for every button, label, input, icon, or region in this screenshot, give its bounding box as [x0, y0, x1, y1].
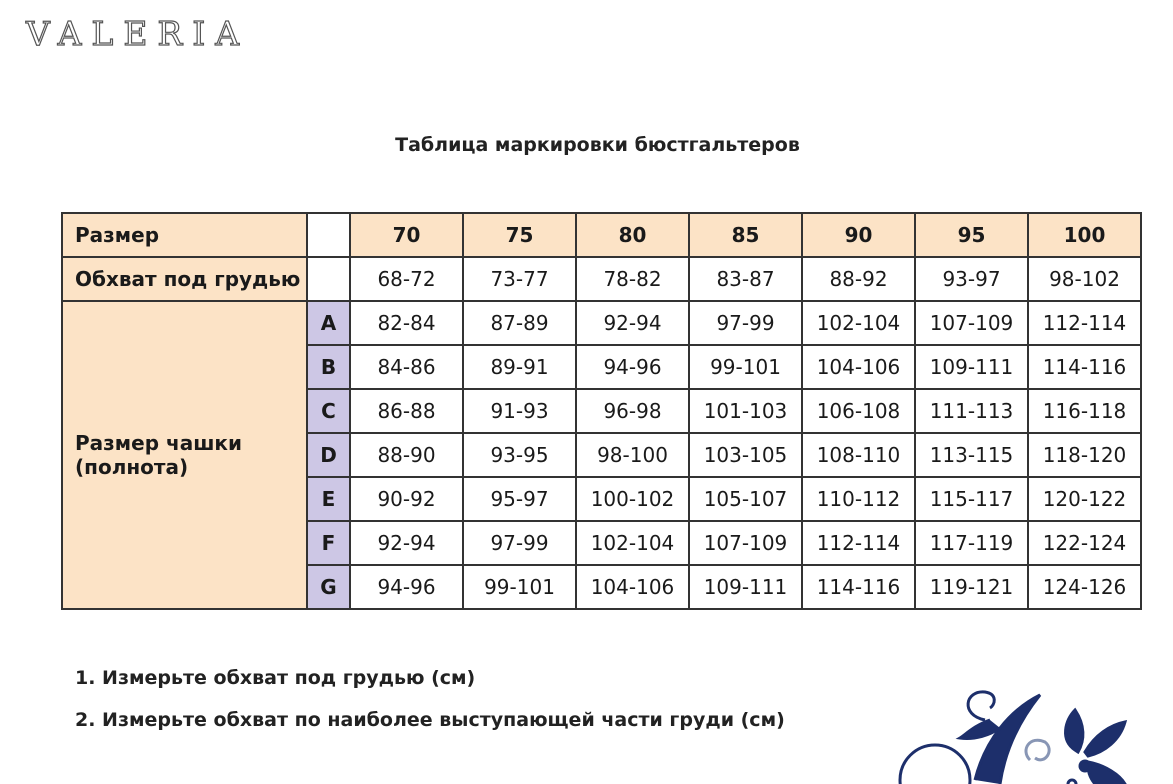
bust-range-cell: 112-114	[1028, 301, 1141, 345]
size-header-cell: 80	[576, 213, 689, 257]
bust-range-cell: 116-118	[1028, 389, 1141, 433]
bust-range-cell: 105-107	[689, 477, 802, 521]
bust-range-cell: 107-109	[915, 301, 1028, 345]
size-header-cell: 90	[802, 213, 915, 257]
bust-range-cell: 99-101	[689, 345, 802, 389]
bust-range-cell: 124-126	[1028, 565, 1141, 609]
bust-range-cell: 107-109	[689, 521, 802, 565]
bust-range-cell: 97-99	[689, 301, 802, 345]
size-header-cell: 95	[915, 213, 1028, 257]
cup-letter: F	[307, 521, 350, 565]
cup-letter: A	[307, 301, 350, 345]
bust-range-cell: 109-111	[689, 565, 802, 609]
size-header-cell: 75	[463, 213, 576, 257]
instruction-1: 1. Измерьте обхват под грудью (см)	[75, 667, 476, 689]
bust-range-cell: 94-96	[576, 345, 689, 389]
table-row-size	[62, 213, 1141, 257]
bust-range-cell: 92-94	[350, 521, 463, 565]
bust-range-cell: 89-91	[463, 345, 576, 389]
blank-cell	[307, 257, 350, 301]
bust-range-cell: 122-124	[1028, 521, 1141, 565]
instruction-2: 2. Измерьте обхват по наиболее выступающей части груди (см)	[75, 709, 785, 731]
size-header-cell: 70	[350, 213, 463, 257]
bust-range-cell: 94-96	[350, 565, 463, 609]
bust-range-cell: 118-120	[1028, 433, 1141, 477]
cup-letter: B	[307, 345, 350, 389]
bust-range-cell: 86-88	[350, 389, 463, 433]
bust-range-cell: 88-90	[350, 433, 463, 477]
bust-range-cell: 115-117	[915, 477, 1028, 521]
bust-range-cell: 114-116	[802, 565, 915, 609]
bust-range-cell: 104-106	[802, 345, 915, 389]
bust-range-cell: 87-89	[463, 301, 576, 345]
bust-range-cell: 102-104	[802, 301, 915, 345]
bust-range-cell: 109-111	[915, 345, 1028, 389]
bust-range-cell: 113-115	[915, 433, 1028, 477]
bust-range-cell: 110-112	[802, 477, 915, 521]
underbust-cell: 73-77	[463, 257, 576, 301]
size-label: Размер	[62, 213, 307, 257]
bust-range-cell: 100-102	[576, 477, 689, 521]
table-row-cup	[62, 301, 1141, 345]
bust-range-cell: 93-95	[463, 433, 576, 477]
underbust-cell: 98-102	[1028, 257, 1141, 301]
bust-range-cell: 108-110	[802, 433, 915, 477]
cup-letter: D	[307, 433, 350, 477]
bust-range-cell: 95-97	[463, 477, 576, 521]
underbust-cell: 68-72	[350, 257, 463, 301]
bust-range-cell: 82-84	[350, 301, 463, 345]
bust-range-cell: 92-94	[576, 301, 689, 345]
size-table	[61, 212, 1142, 610]
bust-range-cell: 98-100	[576, 433, 689, 477]
bust-range-cell: 99-101	[463, 565, 576, 609]
bust-range-cell: 91-93	[463, 389, 576, 433]
bust-range-cell: 119-121	[915, 565, 1028, 609]
size-header-cell: 85	[689, 213, 802, 257]
bust-range-cell: 84-86	[350, 345, 463, 389]
bust-range-cell: 102-104	[576, 521, 689, 565]
bust-range-cell: 96-98	[576, 389, 689, 433]
bust-range-cell: 112-114	[802, 521, 915, 565]
bust-range-cell: 103-105	[689, 433, 802, 477]
cup-letter: G	[307, 565, 350, 609]
page-title: Таблица маркировки бюстгальтеров	[395, 134, 800, 156]
bust-range-cell: 97-99	[463, 521, 576, 565]
table-row-underbust	[62, 257, 1141, 301]
cup-letter: C	[307, 389, 350, 433]
bust-range-cell: 114-116	[1028, 345, 1141, 389]
size-header-cell: 100	[1028, 213, 1141, 257]
blank-cell	[307, 213, 350, 257]
underbust-cell: 83-87	[689, 257, 802, 301]
underbust-cell: 78-82	[576, 257, 689, 301]
bust-range-cell: 101-103	[689, 389, 802, 433]
brand-logo: VALERIA	[26, 14, 250, 53]
bust-range-cell: 120-122	[1028, 477, 1141, 521]
bust-range-cell: 106-108	[802, 389, 915, 433]
cup-label-line1: Размер чашки	[75, 431, 243, 455]
floral-ornament-icon	[880, 680, 1173, 784]
underbust-cell: 93-97	[915, 257, 1028, 301]
cup-size-label	[62, 301, 307, 609]
bust-range-cell: 117-119	[915, 521, 1028, 565]
bust-range-cell: 104-106	[576, 565, 689, 609]
bust-range-cell: 111-113	[915, 389, 1028, 433]
bust-range-cell: 90-92	[350, 477, 463, 521]
underbust-cell: 88-92	[802, 257, 915, 301]
underbust-label: Обхват под грудью	[62, 257, 307, 301]
cup-letter: E	[307, 477, 350, 521]
cup-label-line2: (полнота)	[75, 455, 189, 479]
